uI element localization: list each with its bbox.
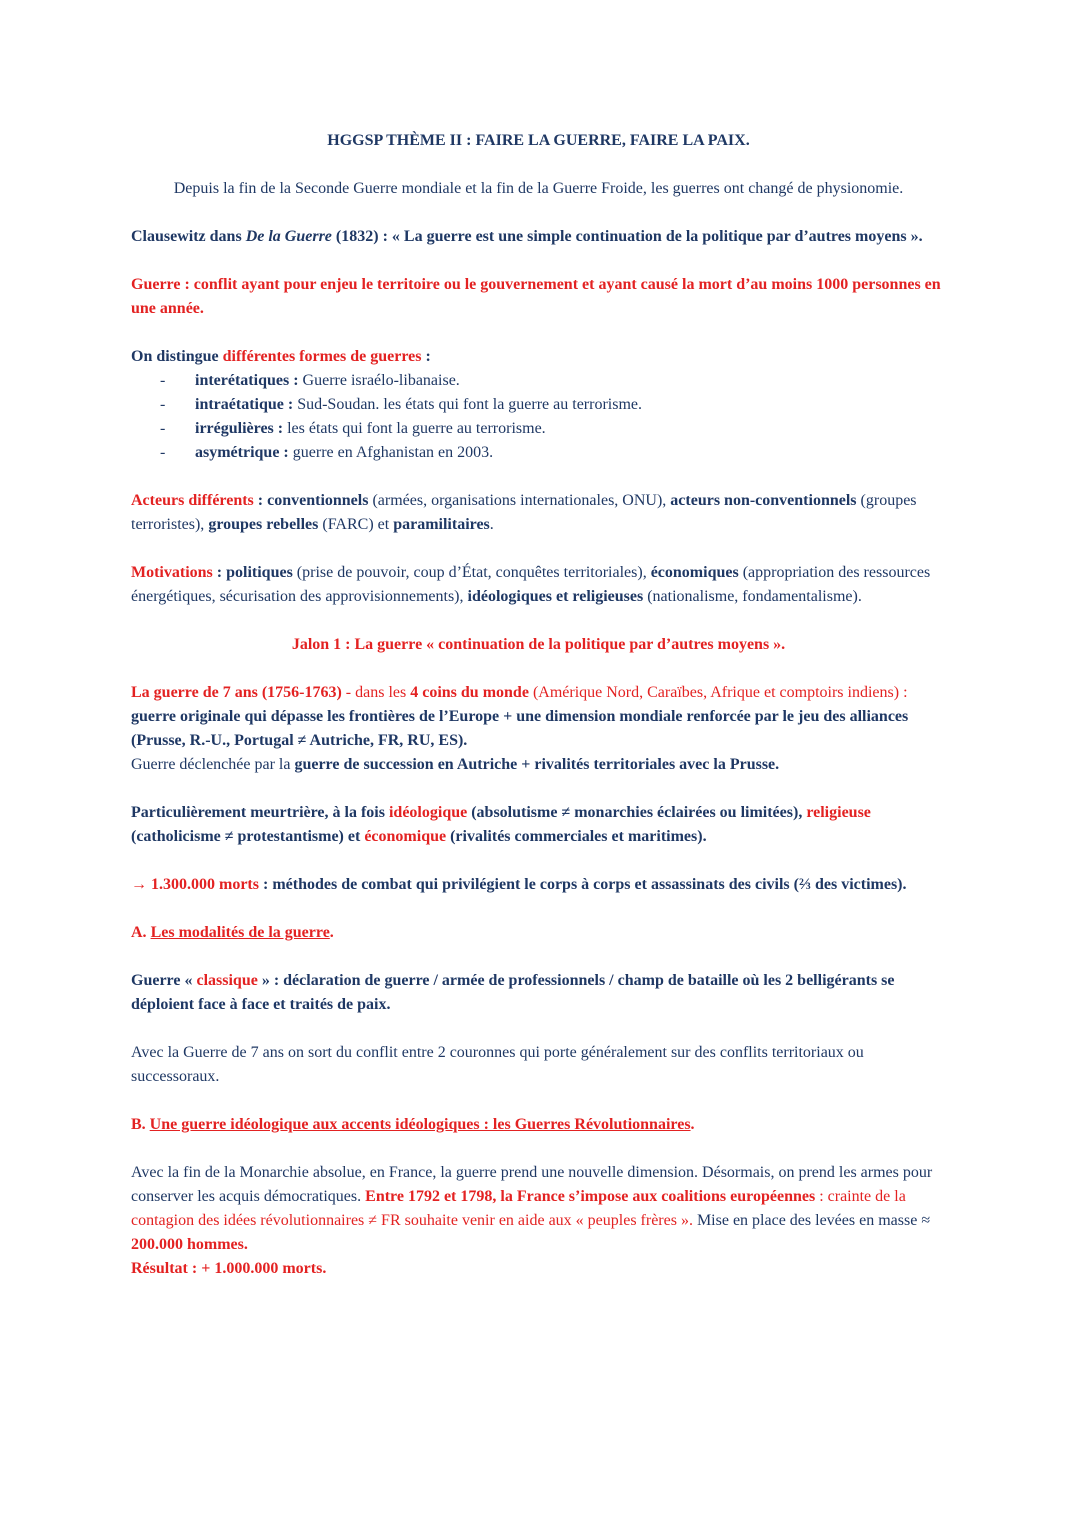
list-item-term: irrégulières : (195, 420, 284, 437)
motivations-desc-1: (prise de pouvoir, coup d’État, conquêtes territoriales), (292, 564, 651, 581)
section-b-dot: . (690, 1116, 695, 1133)
clausewitz-text-a: Clausewitz dans (131, 228, 246, 245)
list-item (131, 393, 946, 417)
page-title: HGGSP THÈME II : FAIRE LA GUERRE, FAIRE LA PAIX. (327, 132, 750, 149)
motivations-colon: : (212, 564, 227, 581)
actors-colon: : (253, 492, 268, 509)
seven-years-text-c: guerre originale qui dépasse les frontières de l’Europe + une dimension mondiale renforcée par le jeu des alliances (Prusse, R.-U., Portugal ≠ Autriche, FR, RU, ES). (131, 708, 909, 749)
list-item-term: intraétatique : (195, 396, 294, 413)
jalon-1-heading: Jalon 1 : La guerre « continuation de la politique par d’autres moyens ». (291, 636, 786, 653)
actors-desc-4: . (489, 516, 494, 533)
list-item-desc: les états qui font la guerre au terrorisme. (283, 420, 546, 437)
actors-term-1: conventionnels (267, 492, 369, 509)
motivations-paragraph (131, 561, 946, 609)
deaths-paragraph (131, 873, 946, 897)
deaths-count: 1.300.000 morts (151, 876, 259, 893)
revol-text-b: Entre 1792 et 1798, la France s’impose aux coalitions européennes (365, 1188, 816, 1205)
war-forms-lead-text: On distingue (131, 348, 223, 365)
classique-paragraph (131, 969, 946, 1017)
document-content (131, 129, 946, 1281)
war-forms-lead (131, 345, 946, 369)
war-definition: Guerre : conflit ayant pour enjeu le territoire ou le gouvernement et ayant causé la mort d’au moins 1000 personnes en une année. (131, 276, 941, 317)
list-item-term: asymétrique : (195, 444, 289, 461)
particulierement-text-d: (rivalités commerciales et maritimes). (446, 828, 707, 845)
actors-desc-3: (FARC) et (318, 516, 394, 533)
seven-years-text-d: Guerre déclenchée par la (131, 756, 295, 773)
classique-text-a: Guerre « (131, 972, 197, 989)
list-item-term: interétatiques : (195, 372, 299, 389)
actors-label: Acteurs différents (131, 492, 254, 509)
list-item (131, 417, 946, 441)
intro-paragraph: Depuis la fin de la Seconde Guerre mondiale et la fin de la Guerre Froide, les guerres ont changé de physionomie. (173, 180, 904, 197)
section-b-heading (131, 1113, 946, 1137)
particulierement-text-b: (absolutisme ≠ monarchies éclairées ou limitées), (467, 804, 807, 821)
war-forms-section (131, 345, 946, 465)
seven-years-text-e: guerre de succession en Autriche + rivalités territoriales avec la Prusse. (294, 756, 780, 773)
deaths-rest: : méthodes de combat qui privilégient le corps à corps et assassinats des civils (⅔ des victimes). (258, 876, 907, 893)
section-a-letter: A. (131, 924, 151, 941)
particulierement-paragraph (131, 801, 946, 849)
particulierement-ideo: idéologique (388, 804, 468, 821)
seven-years-coins: 4 coins du monde (410, 684, 529, 701)
particulierement-eco: économique (364, 828, 447, 845)
seven-years-war-paragraph (131, 681, 946, 777)
list-item-desc: guerre en Afghanistan en 2003. (288, 444, 494, 461)
actors-term-4: paramilitaires (393, 516, 490, 533)
seven-years-crowns-paragraph: Avec la Guerre de 7 ans on sort du conflit entre 2 couronnes qui porte généralement sur des conflits territoriaux ou successoraux. (131, 1044, 864, 1085)
list-item (131, 369, 946, 393)
section-a-title: Les modalités de la guerre (150, 924, 330, 941)
actors-desc-1: (armées, organisations internationales, ONU), (368, 492, 671, 509)
particulierement-relig: religieuse (806, 804, 871, 821)
war-forms-highlight: différentes formes de guerres (222, 348, 422, 365)
clausewitz-book-title: De la Guerre (245, 228, 332, 245)
section-b-title: Une guerre idéologique aux accents idéologiques : les Guerres Révolutionnaires (149, 1116, 691, 1133)
section-a-dot: . (329, 924, 334, 941)
deaths-arrow: → (131, 876, 151, 893)
motivations-desc-2: (appropriation des ressources énergétiques, sécurisation des approvisionnements), (131, 564, 931, 605)
motivations-term-1: politiques (226, 564, 293, 581)
particulierement-text-a: Particulièrement meurtrière, à la fois (131, 804, 389, 821)
revol-result: Résultat : + 1.000.000 morts. (131, 1260, 327, 1277)
list-item-desc: Sud-Soudan. les états qui font la guerre au terrorisme. (293, 396, 642, 413)
motivations-desc-3: (nationalisme, fondamentalisme). (643, 588, 862, 605)
seven-years-text-b: (Amérique Nord, Caraïbes, Afrique et comptoirs indiens) : (528, 684, 908, 701)
clausewitz-text-b: (1832) : « La guerre est une simple continuation de la politique par d’autres moyens ». (331, 228, 923, 245)
clausewitz-quote (131, 225, 946, 249)
motivations-term-3: idéologiques et religieuses (467, 588, 644, 605)
list-item (131, 441, 946, 465)
revol-text-c: : crainte de la contagion des idées révolutionnaires ≠ FR souhaite venir en aide aux « peuples frères ». (131, 1188, 906, 1229)
actors-paragraph (131, 489, 946, 537)
classique-text-b: » : déclaration de guerre / armée de professionnels / champ de bataille où les 2 belligérants se déploient face à face et traités de paix. (131, 972, 895, 1013)
revol-text-a: Avec la fin de la Monarchie absolue, en France, la guerre prend une nouvelle dimension. Désormais, on prend les armes pour conserver les acquis démocratiques. (131, 1164, 933, 1205)
revolutionary-wars-paragraph (131, 1161, 946, 1281)
actors-term-2: acteurs non-conventionnels (670, 492, 857, 509)
list-item-desc: Guerre israélo-libanaise. (298, 372, 460, 389)
seven-years-label: La guerre de 7 ans (1756-1763) (131, 684, 342, 701)
revol-text-d: Mise en place des levées en masse ≈ (692, 1212, 931, 1229)
section-b-letter: B. (131, 1116, 150, 1133)
section-a-heading (131, 921, 946, 945)
motivations-label: Motivations (131, 564, 213, 581)
seven-years-text-a: - dans les (341, 684, 411, 701)
actors-desc-2: (groupes terroristes), (131, 492, 917, 533)
actors-term-3: groupes rebelles (208, 516, 319, 533)
war-forms-colon: : (421, 348, 431, 365)
motivations-term-2: économiques (650, 564, 739, 581)
particulierement-text-c: (catholicisme ≠ protestantisme) et (131, 828, 365, 845)
revol-text-e: 200.000 hommes. (131, 1236, 248, 1253)
classique-word: classique (196, 972, 258, 989)
war-forms-list (131, 369, 946, 465)
